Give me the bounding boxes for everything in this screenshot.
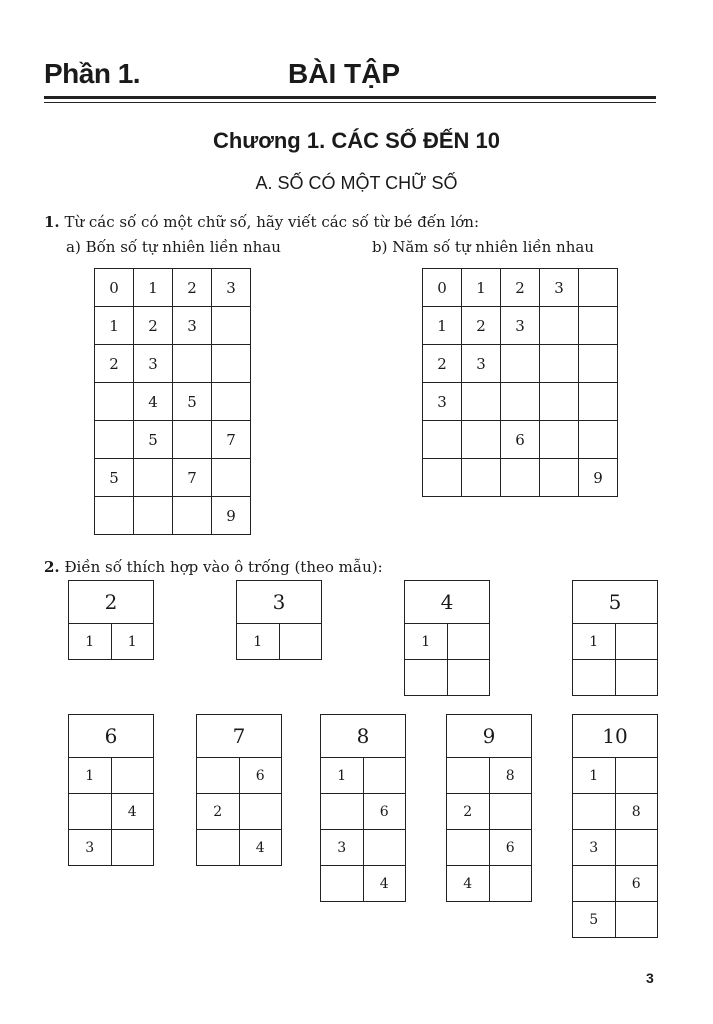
number-bond-cell[interactable] [615,902,657,938]
grid-b-cell[interactable] [423,459,462,497]
number-bond-total: 4 [405,581,489,624]
number-bond-cell[interactable]: 5 [573,902,615,938]
grid-a-cell[interactable] [95,383,134,421]
grid-a-cell[interactable]: 1 [95,307,134,345]
grid-a-cell[interactable] [134,497,173,535]
number-bond-box [68,714,154,866]
grid-b-row [423,421,618,459]
number-bond-box [236,580,322,660]
section-title: A. SỐ CÓ MỘT CHỮ SỐ [255,173,458,193]
number-bond-parts [321,758,405,901]
number-bond-total: 9 [447,715,531,758]
grid-a-cell[interactable] [212,383,251,421]
exercise-1-number: 1. [44,213,60,231]
chapter-title: Chương 1. CÁC SỐ ĐẾN 10 [212,128,501,153]
number-bond-cell[interactable]: 8 [489,758,531,794]
number-bond-cell[interactable]: 1 [111,624,153,659]
number-bond-parts [573,758,657,937]
number-bond-parts [447,758,531,901]
grid-b-cell[interactable] [423,421,462,459]
number-bond-cell[interactable] [321,794,363,830]
grid-a-cell[interactable] [173,345,212,383]
number-bond-box [404,580,490,696]
grid-a-cell[interactable]: 2 [95,345,134,383]
number-bond-box [572,580,658,696]
grid-a-cell[interactable]: 3 [134,345,173,383]
number-bond-cell[interactable]: 1 [237,624,279,659]
number-bond-cell[interactable] [111,830,153,866]
header-rule-thick [44,96,656,99]
grid-a-cell[interactable] [95,421,134,459]
number-bond-cell[interactable] [615,830,657,866]
number-bond-total: 10 [573,715,657,758]
number-bond-cell[interactable]: 3 [69,830,111,866]
exercise-1b-label: b) Năm số tự nhiên liền nhau [372,238,594,256]
grid-b-row [423,459,618,497]
number-bond-cell[interactable] [405,660,447,696]
number-bond-box [196,714,282,866]
number-bond-box [446,714,532,902]
number-bond-cell[interactable] [573,866,615,902]
grid-a-cell[interactable]: 2 [173,269,212,307]
grid-b-cell[interactable]: 6 [501,421,540,459]
exercise-1a-label: a) Bốn số tự nhiên liền nhau [66,238,281,256]
number-bond-parts [197,758,281,865]
grid-b-cell[interactable]: 2 [501,269,540,307]
number-bond-cell[interactable] [239,794,281,830]
number-bond-cell[interactable]: 4 [447,866,489,902]
exercise-1a-grid [94,268,251,535]
number-bond-cell[interactable] [69,794,111,830]
number-bond-cell[interactable]: 4 [111,794,153,830]
grid-b-cell[interactable] [462,459,501,497]
number-bond-total: 5 [573,581,657,624]
grid-b-cell[interactable] [579,345,618,383]
number-bond-cell[interactable] [321,866,363,902]
grid-a-cell[interactable]: 4 [134,383,173,421]
number-bond-cell[interactable]: 1 [573,624,615,660]
number-bond-cell[interactable] [615,660,657,696]
grid-a-cell[interactable]: 0 [95,269,134,307]
grid-b-cell[interactable] [462,421,501,459]
grid-b-cell[interactable]: 0 [423,269,462,307]
grid-a-cell[interactable] [173,497,212,535]
number-bond-parts [69,758,153,865]
number-bond-cell[interactable]: 6 [615,866,657,902]
grid-a-cell[interactable] [173,421,212,459]
grid-b-cell[interactable] [540,307,579,345]
number-bond-cell[interactable]: 1 [69,758,111,794]
part-label: Phần 1. [44,58,141,89]
number-bond-cell[interactable]: 6 [363,794,405,830]
grid-a-cell[interactable]: 1 [134,269,173,307]
grid-b-cell[interactable] [501,345,540,383]
grid-b-row [423,269,618,307]
grid-a-cell[interactable]: 5 [173,383,212,421]
exercise-2-text: Điền số thích hợp vào ô trống (theo mẫu): [64,558,383,576]
page-number: 3 [646,970,654,986]
number-bond-cell[interactable]: 3 [321,830,363,866]
exercise-1-prompt [44,213,479,231]
exercise-1-text: Từ các số có một chữ số, hãy viết các số từ bé đến lớn: [64,213,479,231]
grid-b-cell[interactable]: 3 [540,269,579,307]
exercise-1b-grid [422,268,618,497]
grid-a-cell[interactable]: 7 [212,421,251,459]
grid-b-cell[interactable] [462,383,501,421]
grid-a-cell[interactable]: 7 [173,459,212,497]
grid-b-cell[interactable] [540,383,579,421]
number-bond-cell[interactable]: 1 [573,758,615,794]
number-bond-cell[interactable]: 2 [447,794,489,830]
number-bond-cell[interactable] [197,758,239,794]
header-rule-thin [44,102,656,103]
number-bond-box [68,580,154,660]
number-bond-cell[interactable] [489,794,531,830]
grid-a-cell[interactable] [95,497,134,535]
grid-a-row [95,421,251,459]
number-bond-cell[interactable] [489,866,531,902]
number-bond-cell[interactable] [279,624,321,659]
grid-a-row [95,497,251,535]
grid-b-cell[interactable] [579,421,618,459]
grid-a-cell[interactable] [212,459,251,497]
number-bond-cell[interactable] [573,660,615,696]
number-bond-cell[interactable]: 1 [69,624,111,659]
part-title: BÀI TẬP [288,58,400,89]
number-bond-cell[interactable] [447,624,489,660]
number-bond-total: 7 [197,715,281,758]
number-bond-cell[interactable] [447,830,489,866]
number-bond-cell[interactable]: 3 [573,830,615,866]
number-bond-cell[interactable]: 6 [489,830,531,866]
number-bond-parts [237,624,321,659]
number-bond-parts [405,624,489,695]
number-bond-parts [69,624,153,659]
number-bond-cell[interactable]: 8 [615,794,657,830]
grid-a-row [95,307,251,345]
number-bond-cell[interactable]: 6 [239,758,281,794]
number-bond-box [320,714,406,902]
number-bond-parts [573,624,657,695]
grid-b-cell[interactable] [501,459,540,497]
number-bond-total: 3 [237,581,321,624]
number-bond-cell[interactable] [615,758,657,794]
grid-b-cell[interactable]: 3 [462,345,501,383]
grid-a-cell[interactable]: 5 [134,421,173,459]
number-bond-cell[interactable]: 4 [363,866,405,902]
grid-b-cell[interactable] [540,345,579,383]
number-bond-cell[interactable]: 4 [239,830,281,866]
grid-b-cell[interactable] [579,269,618,307]
number-bond-cell[interactable] [615,624,657,660]
grid-a-cell[interactable]: 5 [95,459,134,497]
number-bond-cell[interactable] [573,794,615,830]
exercise-2-prompt [44,558,383,576]
grid-a-row [95,345,251,383]
grid-b-row [423,345,618,383]
grid-a-cell[interactable]: 3 [212,269,251,307]
number-bond-total: 8 [321,715,405,758]
grid-b-cell[interactable]: 1 [423,307,462,345]
grid-b-cell[interactable] [579,307,618,345]
grid-b-cell[interactable] [540,459,579,497]
grid-a-cell[interactable]: 9 [212,497,251,535]
number-bond-cell[interactable] [447,660,489,696]
grid-b-cell[interactable] [579,383,618,421]
grid-b-cell[interactable]: 2 [462,307,501,345]
number-bond-cell[interactable] [447,758,489,794]
number-bond-cell[interactable] [197,830,239,866]
grid-a-row [95,459,251,497]
grid-b-cell[interactable] [540,421,579,459]
grid-b-cell[interactable]: 1 [462,269,501,307]
number-bond-total: 6 [69,715,153,758]
number-bond-cell[interactable]: 1 [405,624,447,660]
grid-b-cell[interactable]: 2 [423,345,462,383]
number-bond-cell[interactable]: 2 [197,794,239,830]
number-bond-cell[interactable] [111,758,153,794]
grid-a-cell[interactable] [212,345,251,383]
number-bond-box [572,714,658,938]
grid-a-cell[interactable]: 2 [134,307,173,345]
grid-b-row [423,383,618,421]
number-bond-cell[interactable]: 1 [321,758,363,794]
exercise-2-number: 2. [44,558,60,576]
grid-b-cell[interactable]: 9 [579,459,618,497]
grid-a-cell[interactable] [134,459,173,497]
number-bond-cell[interactable] [363,830,405,866]
grid-a-cell[interactable] [212,307,251,345]
number-bond-total: 2 [69,581,153,624]
grid-b-cell[interactable] [501,383,540,421]
grid-a-row [95,383,251,421]
grid-b-row [423,307,618,345]
grid-b-cell[interactable]: 3 [501,307,540,345]
grid-a-row [95,269,251,307]
grid-a-cell[interactable]: 3 [173,307,212,345]
grid-b-cell[interactable]: 3 [423,383,462,421]
number-bond-cell[interactable] [363,758,405,794]
